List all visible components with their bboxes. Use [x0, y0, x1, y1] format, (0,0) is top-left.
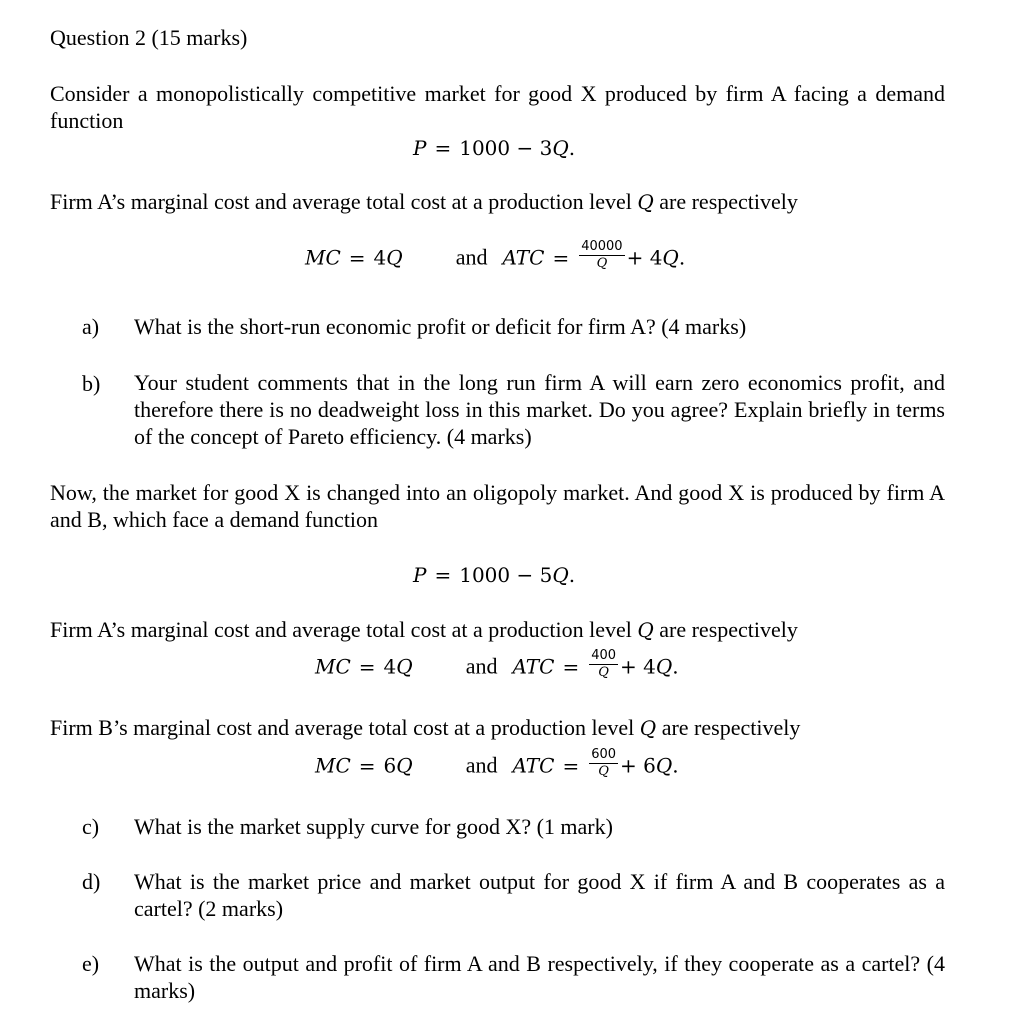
question-b-text: Your student comments that in the long run firm A will earn zero economics profit, and therefore there is no deadweight loss in this market. Do you agree? Explain briefly in terms of the concept of Pareto efficiency. (4 marks): [134, 370, 945, 449]
demand-equation-1: P = 1000 − 3Q.: [413, 136, 576, 160]
demand-equation-2: P = 1000 − 5Q.: [413, 563, 576, 587]
atc-var: Q: [662, 245, 679, 270]
demand-end: .: [568, 136, 576, 160]
demand-end: .: [568, 563, 576, 587]
intro-var: Q: [639, 716, 657, 740]
atc-lhs: ATC: [512, 654, 555, 679]
atc-lhs: ATC: [502, 245, 545, 270]
question-e-text: What is the output and profit of firm A and B respectively, if they cooperate as a cartel? (4 marks): [134, 951, 945, 1003]
question-label-c: c): [82, 814, 100, 839]
atc-end: .: [678, 245, 686, 270]
mc-var: Q: [396, 753, 413, 778]
atc-fraction: [579, 239, 624, 272]
fraction-denominator: Q: [596, 256, 608, 271]
intro-paragraph: Consider a monopolistically competitive market for good X produced by firm A facing a demand function: [50, 81, 945, 133]
mc-lhs: MC: [315, 753, 351, 778]
fraction-numerator: 40000: [581, 239, 623, 254]
demand-lhs: P: [413, 136, 427, 160]
demand-var: Q: [552, 136, 569, 160]
demand-lhs: P: [413, 563, 427, 587]
atc-end: .: [672, 753, 679, 778]
mc-rhs: 6: [383, 753, 397, 778]
intro-before: Firm B’s marginal cost and average total cost at a production level: [50, 715, 640, 740]
mc-var: Q: [386, 245, 403, 270]
mc-var: Q: [396, 654, 413, 679]
intro-after: are respectively: [656, 715, 801, 740]
mc-lhs: MC: [315, 654, 351, 679]
question-d-text: What is the market price and market output for good X if firm A and B cooperates as a cartel? (2 marks): [134, 869, 945, 921]
demand-rhs: 1000 − 3: [459, 136, 553, 160]
fraction-denominator: Q: [598, 665, 609, 680]
question-a-text: What is the short-run economic profit or deficit for firm A? (4 marks): [134, 314, 747, 339]
demand-rhs: 1000 − 5: [459, 563, 553, 587]
and-word: and: [455, 244, 488, 270]
atc-fraction: [589, 648, 618, 681]
cost-equations-2: MC = 4Q and ATC = $\frac{400}{Q}$ + 4Q.: [315, 648, 679, 680]
atc-plus: + 4: [620, 654, 656, 679]
intro-var: Q: [637, 618, 654, 642]
atc-var: Q: [655, 654, 673, 679]
question-label-d: d): [82, 869, 101, 894]
fraction-numerator: 600: [591, 747, 617, 762]
question-label-a: a): [82, 314, 100, 339]
intro-before: Firm A’s marginal cost and average total cost at a production level: [50, 617, 638, 642]
oligopoly-intro: Now, the market for good X is changed into an oligopoly market. And good X is produced by firm A and B, which face a demand function: [50, 480, 945, 532]
and-word: and: [465, 653, 498, 679]
mc-lhs: MC: [305, 245, 341, 270]
mc-rhs: 4: [383, 654, 397, 679]
mc-rhs: 4: [373, 245, 387, 270]
atc-fraction: [589, 747, 618, 780]
question-c-text: What is the market supply curve for good X? (1 mark): [134, 814, 613, 839]
question-label-e: e): [82, 951, 100, 976]
atc-plus: + 6: [620, 753, 656, 778]
atc-end: .: [672, 654, 679, 679]
fraction-numerator: 400: [591, 648, 617, 663]
intro-after: are respectively: [653, 189, 798, 214]
firm-a-costs-intro: [50, 191, 798, 213]
atc-var: Q: [655, 753, 673, 778]
firm-a-costs-intro-2: [50, 619, 798, 641]
intro-before: Firm A’s marginal cost and average total cost at a production level: [50, 189, 638, 214]
intro-after: are respectively: [653, 617, 798, 642]
cost-equations-1: MC = 4Q and ATC = $\frac{40000}{Q}$ + 4Q.: [305, 239, 686, 271]
question-title: Question 2 (15 marks): [50, 25, 248, 50]
demand-var: Q: [552, 563, 569, 587]
question-label-b: b): [82, 371, 101, 396]
fraction-denominator: Q: [598, 764, 609, 779]
intro-var: Q: [637, 190, 654, 214]
atc-lhs: ATC: [512, 753, 555, 778]
cost-equations-3: MC = 6Q and ATC = $\frac{600}{Q}$ + 6Q.: [315, 747, 679, 779]
atc-plus: + 4: [626, 245, 663, 270]
firm-b-costs-intro: [50, 717, 800, 739]
and-word: and: [465, 752, 498, 778]
